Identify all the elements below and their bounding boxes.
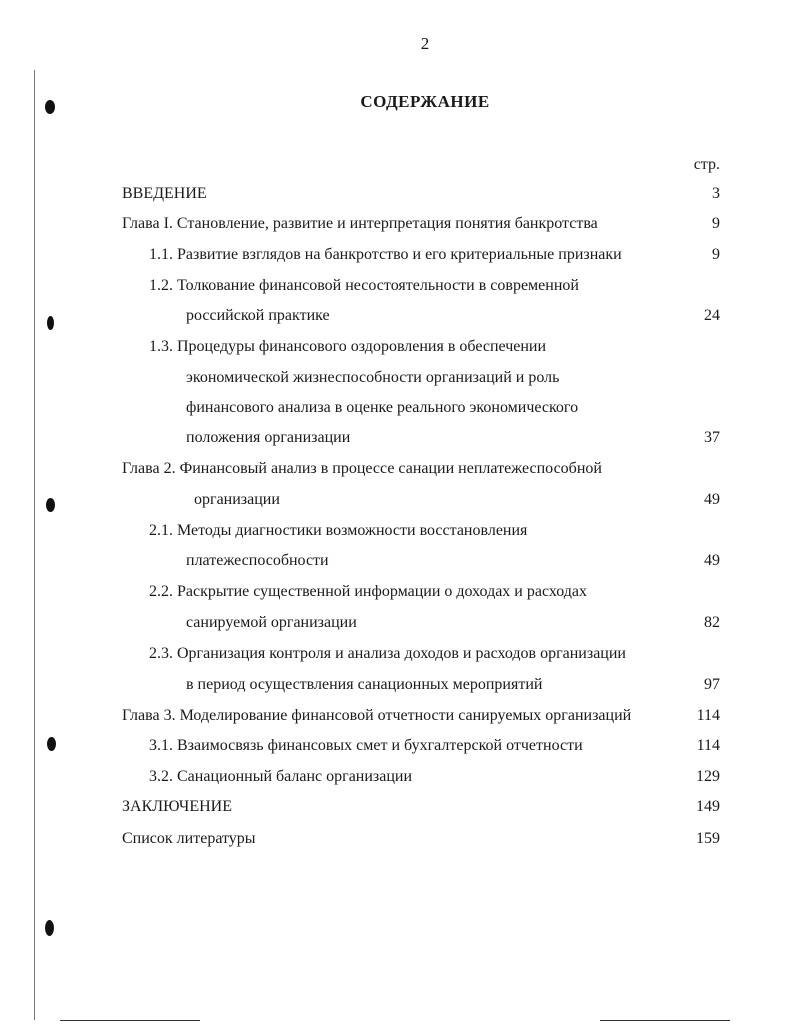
toc-entry-section-2-1: 2.1. Методы диагностики возможности восстановления bbox=[149, 522, 528, 539]
toc-page-chapter-3: 114 bbox=[696, 707, 720, 724]
scan-bottom-edge bbox=[60, 1020, 200, 1021]
toc-entry-introduction: ВВЕДЕНИЕ bbox=[122, 185, 207, 202]
toc-entry-section-3-1: 3.1. Взаимосвязь финансовых смет и бухгалтерской отчетности bbox=[149, 737, 583, 754]
toc-page-section-2-2: 82 bbox=[704, 614, 720, 631]
toc-entry-section-2-2-cont: санируемой организации bbox=[186, 614, 357, 631]
toc-entry-section-2-1-cont: платежеспособности bbox=[186, 552, 329, 569]
page-number: 2 bbox=[420, 34, 430, 53]
toc-page-section-1-2: 24 bbox=[704, 307, 720, 324]
toc-entry-chapter-2-cont: организации bbox=[194, 491, 280, 508]
toc-entry-section-1-2: 1.2. Толкование финансовой несостоятельности в современной bbox=[149, 277, 579, 294]
toc-entry-section-1-3-cont-1: экономической жизнеспособности организаций и роль bbox=[186, 369, 560, 386]
toc-page-chapter-1: 9 bbox=[712, 215, 720, 232]
toc-page-section-1-3: 37 bbox=[704, 429, 720, 446]
punch-hole-mark bbox=[47, 737, 56, 751]
page-column-label: стр. bbox=[693, 156, 720, 173]
toc-entry-section-2-3-cont: в период осуществления санационных мероприятий bbox=[186, 676, 543, 693]
toc-title: СОДЕРЖАНИЕ bbox=[360, 92, 490, 111]
toc-page-section-1-1: 9 bbox=[712, 246, 720, 263]
punch-hole-mark bbox=[45, 100, 55, 114]
toc-entry-section-1-3-cont-3: положения организации bbox=[186, 429, 351, 446]
toc-entry-section-2-2: 2.2. Раскрытие существенной информации о доходах и расходах bbox=[149, 583, 588, 600]
toc-page-section-2-1: 49 bbox=[704, 552, 720, 569]
toc-entry-chapter-3: Глава 3. Моделирование финансовой отчетности санируемых организаций bbox=[122, 707, 632, 724]
toc-page-introduction: 3 bbox=[712, 185, 720, 202]
toc-entry-chapter-1: Глава I. Становление, развитие и интерпретация понятия банкротства bbox=[122, 215, 598, 232]
punch-hole-mark bbox=[47, 316, 54, 330]
toc-entry-references: Список литературы bbox=[122, 830, 256, 847]
toc-entry-section-1-1: 1.1. Развитие взглядов на банкротство и его критериальные признаки bbox=[149, 246, 622, 263]
toc-page-section-3-1: 114 bbox=[696, 737, 720, 754]
punch-hole-mark bbox=[46, 498, 55, 512]
toc-page-chapter-2: 49 bbox=[704, 491, 720, 508]
punch-hole-mark bbox=[45, 920, 54, 936]
toc-entry-conclusion: ЗАКЛЮЧЕНИЕ bbox=[122, 798, 232, 815]
toc-entry-section-3-2: 3.2. Санационный баланс организации bbox=[149, 768, 413, 785]
toc-page-conclusion: 149 bbox=[696, 798, 720, 815]
scan-margin-line bbox=[34, 70, 35, 1020]
scan-bottom-edge bbox=[600, 1020, 730, 1021]
toc-page-references: 159 bbox=[696, 830, 720, 847]
toc-entry-chapter-2: Глава 2. Финансовый анализ в процессе санации неплатежеспособной bbox=[122, 460, 602, 477]
toc-entry-section-1-3: 1.3. Процедуры финансового оздоровления в обеспечении bbox=[149, 338, 547, 355]
toc-page-section-2-3: 97 bbox=[704, 676, 720, 693]
toc-page-section-3-2: 129 bbox=[696, 768, 720, 785]
toc-entry-section-1-2-cont: российской практике bbox=[186, 307, 330, 324]
toc-entry-section-1-3-cont-2: финансового анализа в оценке реального экономического bbox=[186, 399, 579, 416]
toc-entry-section-2-3: 2.3. Организация контроля и анализа доходов и расходов организации bbox=[149, 645, 626, 662]
